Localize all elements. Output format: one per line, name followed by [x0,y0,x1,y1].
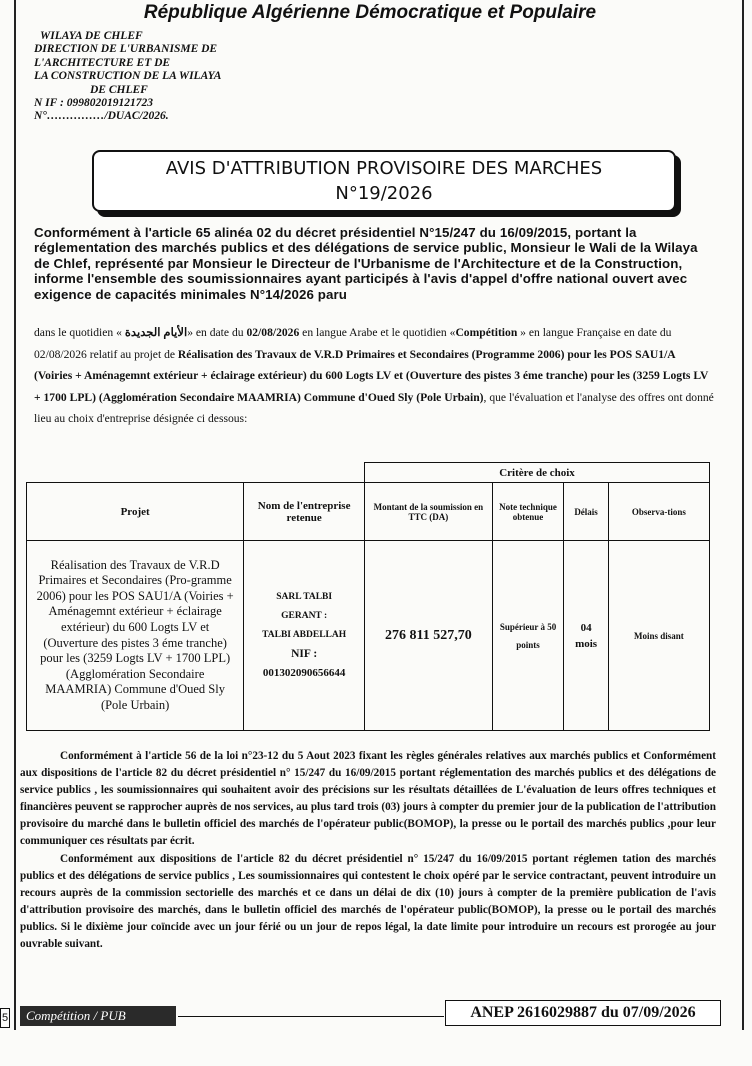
col-delais: Délais [564,483,608,541]
table-spacer [27,463,365,483]
col-montant: Montant de la soumission en TTC (DA) [365,483,493,541]
criteria-header: Critère de choix [365,463,710,483]
entreprise-line: NIF : [291,648,318,660]
cell-note: Supérieur à 50 points [492,541,564,731]
col-projet: Projet [27,483,244,541]
issuer-line: DE CHLEF [90,83,148,96]
competition-pub-label: Compétition / PUB [20,1006,176,1026]
republique-heading: République Algérienne Démocratique et Populaire [143,2,597,23]
entreprise-line: GERANT : [281,611,328,621]
footer-paragraph-1: Conformément à l'article 56 de la loi n°23-12 du 5 Aout 2023 fixant les règles générales relatives aux marchés publics et Conformément aux dispositions de l'article 82 du décret présidentiel n° 15/247 du 16/09/2015 portant réglementation des marchés publics et des délégations de service publics , les soumissionnaires qui souhaitent avoir des précisions sur les résultats détaillées de L'évaluation de leurs offres techniques et financières peuvent se rapprocher auprès de nos services, au plus tard trois (03) jours à compter du premier jour de la publication de l'attribution provisoire du marché dans le bulletin officiel des marchés de l'opérateur public(BOMOP), la presse ou le portail des marchés publics ,pour leur communiquer ces résultats par écrit. [20,750,716,848]
body-paragraph [34,322,714,430]
cell-observations: Moins disant [608,541,709,731]
entreprise-line: 001302090656644 [262,667,346,679]
cell-montant: 276 811 527,70 [365,541,493,731]
reference-number: N°……………/DUAC/2026. [34,110,169,123]
issuer-line: L'ARCHITECTURE ET DE [34,56,171,69]
col-note: Note technique obtenue [492,483,564,541]
cell-entreprise [244,541,365,731]
body-text: dans le quotidien « [34,326,125,339]
body-text: » en date du [187,326,247,339]
nif: N IF : 099802019121723 [34,97,153,110]
issuer-line: LA CONSTRUCTION DE LA WILAYA [34,70,222,83]
anep-reference: ANEP 2616029887 du 07/09/2026 [445,1000,721,1026]
publication-date: 02/08/2026 [246,326,300,339]
col-observations: Observa-tions [608,483,709,541]
entreprise-line: SARL TALBI [276,592,333,602]
footer-text [20,748,716,953]
issuer-line: DIRECTION DE L'URBANISME DE [34,43,218,56]
arabic-newspaper: الأيام الجديدة [124,326,188,339]
intro-paragraph: Conformément à l'article 65 alinéa 02 du décret présidentiel N°15/247 du 16/09/2015, portant la réglementation des marchés publics et des délégations de service public, Monsieur le Wali de la Wilaya de Chlef, représenté par Monsieur le Directeur de l'Urbanisme de l'Architecture et de la Construction, informe l'ensemble des soumissionnaires ayant participés à l'avis d'appel d'offre national ouvert avec exigence de capacités minimales N°14/2026 paru [34,225,698,302]
cell-delais: 04 mois [564,541,608,731]
notice-title-box [92,150,676,212]
issuer-line: WILAYA DE CHLEF [40,30,143,42]
attribution-table [26,462,710,731]
issuer-block [34,30,221,124]
body-text: » en langue Française en date du 02/08/2026 relatif au projet de [34,326,672,361]
cell-projet: Réalisation des Travaux de V.R.D Primaires et Secondaires (Pro-gramme 2006) pour les POS SAU1/A (Voiries + Aménagemnt extérieur + éclairage extérieur) du 600 Logts LV et (Ouverture des pistes 3 éme tranche) pour les (3259 Logts LV + 1700 LPL) (Agglomération Secondaire MAAMRIA) Commune d'Oued Sly (Pole Urbain) [27,541,244,731]
entreprise-line: TALBI ABDELLAH [262,630,347,640]
body-text: en langue Arabe et le quotidien « [299,326,456,339]
footer-divider [178,1016,444,1017]
notice-number: N°19/2026 [335,183,433,204]
footer-paragraph-2: Conformément aux dispositions de l'article 82 du décret présidentiel n° 15/247 du 16/09/2015 portant réglemen tation des marchés publics et des délégations de service publics , Les soumissionnaires qui contestent le choix opéré par le service contractant, peuvent introduire un recours auprès de la commission sectorielle des marchés et ce dans un délai de dix (10) jours à compter de la première publication de l'avis d'attribution provisoire des marchés, dans le bulletin officiel des marchés de l'opérateur public(BOMOP), la presse ou le portail des marchés publics. Si le dixième jour coïncide avec un jour férié ou un jour de repos légal, la date limite pour introduire un recours est prorogée au jour ouvrable suivant. [20,852,716,951]
body-text: , que l'évaluation et l'analyse des offres ont donné lieu au choix d'entreprise désignée ci dessous: [34,390,714,425]
col-entreprise: Nom de l'entreprise retenue [244,483,365,541]
page-number: 5 [0,1008,10,1028]
french-newspaper: Compétition [455,326,518,339]
project-title: Réalisation des Travaux de V.R.D Primaires et Secondaires (Programme 2006) pour les POS SAU1/A (Voiries + Aménagemnt extérieur + éclairage extérieur) du 600 Logts LV et (Ouverture des pistes 3 éme tranche) pour les (3259 Logts LV + 1700 LPL) (Agglomération Secondaire MAAMRIA) Commune d'Oued Sly (Pole Urbain) [34,347,709,404]
notice-title: AVIS D'ATTRIBUTION PROVISOIRE DES MARCHES [165,158,603,179]
